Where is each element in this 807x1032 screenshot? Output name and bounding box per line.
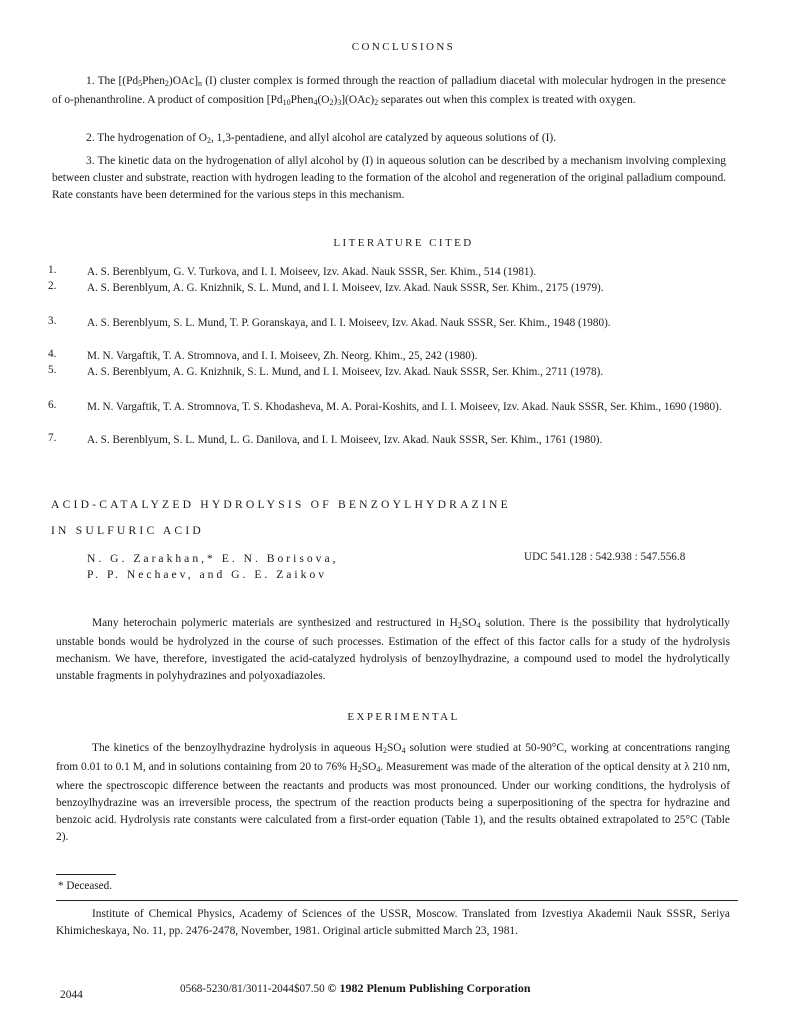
authors-line: P. P. Nechaev, and G. E. Zaikov <box>87 568 328 581</box>
experimental-heading: EXPERIMENTAL <box>347 711 460 723</box>
article-authors <box>87 551 339 583</box>
conclusion-number: 1. <box>86 75 95 87</box>
conclusions-heading: CONCLUSIONS <box>351 41 456 53</box>
conclusion-number: 2. <box>86 132 95 144</box>
article-title-line-2: IN SULFURIC ACID <box>51 524 204 537</box>
page-number: 2044 <box>60 989 83 1001</box>
copyright: © 1982 Plenum Publishing Corporation <box>327 981 531 995</box>
literature-heading: LITERATURE CITED <box>333 237 474 249</box>
issn-code: 0568-5230/81/3011-2044$07.50 <box>180 983 325 995</box>
experimental-paragraph: The kinetics of the benzoylhydrazine hydrolysis in aqueous $H_2SO_4$ solution were studied at 50-90°C, working at concentrations ranging from 0.01 to 0.1 M, and in solutions containing from 20 to 76% $H_2SO_4$. Measurement was made of the alteration of the optical density at λ 210 nm, where the spectroscopic difference between the reactants and products was most pronounced. Under our working conditions, the hydrolysis of benzoylhydrazine was an irreversible process, the spectrum of the reaction products being a superpositioning of the spectra for hydrazine and benzoic acid. Hydrolysis rate constants were calculated from a first-order equation (Table 1), and the results obtained extrapolated to 25°C (Table 2). <box>56 742 730 843</box>
conclusion-number: 3. <box>86 155 95 167</box>
footnote: * Deceased. <box>58 880 113 892</box>
conclusion-item-3: 3. The kinetic data on the hydrogenation of allyl alcohol by (I) in aqueous solution can be described by a mechanism involving complexing between cluster and substrate, reaction with hydrogen leading to the formation of the alcohol and regeneration of the original palladium compound. Rate constants have been determined for the various steps in this mechanism. <box>52 155 726 201</box>
article-title-line-1: ACID-CATALYZED HYDROLYSIS OF BENZOYLHYDRAZINE <box>51 498 511 511</box>
institution-rule <box>56 900 738 901</box>
authors-line: N. G. Zarakhan,* E. N. Borisova, <box>87 552 339 565</box>
intro-paragraph: Many heterochain polymeric materials are synthesized and restructured in $H_2SO_4$ solution. There is the possibility that hydrolytically unstable bonds would be hydrolyzed in the course of such processes. Estimation of the effect of this factor calls for a study of the hydrolysis mechanism. We have, therefore, investigated the acid-catalyzed hydrolysis of benzoylhydrazine, a compound used to model the hydrolytically unstable fragments in polyhydrazines and polyoxadiazoles. <box>56 617 730 682</box>
udc-code: UDC 541.128 : 542.938 : 547.556.8 <box>524 551 686 563</box>
conclusion-item-2: 2. The hydrogenation of $O_2$, 1,3-pentadiene, and allyl alcohol are catalyzed by aqueous solutions of (I). <box>86 132 557 145</box>
footer-code <box>180 981 531 996</box>
reference-list: 1. A. S. Berenblyum, G. V. Turkova, and I. I. Moiseev, Izv. Akad. Nauk SSSR, Ser. Khim., 514 (1981). 2. A. S. Berenblyum, A. G. Knizhnik, S. L. Mund, and I. I. Moiseev, Izv. Akad. Nauk SSSR, Ser. Khim., 2175 (1979). 3. A. S. Berenblyum, S. L. Mund, T. P. Goranskaya, and I. I. Moiseev, Izv. Akad. Nauk SSSR, Ser. Khim., 1948 (1980). 4. M. N. Vargaftik, T. A. Stromnova, and I. I. Moiseev, Zh. Neorg. Khim., 25, 242 (1980). 5. A. S. Berenblyum, A. G. Knizhnik, S. L. Mund, and I. I. Moiseev, Izv. Akad. Nauk SSSR, Ser. Khim., 2711 (1978). 6. M. N. Vargaftik, T. A. Stromnova, T. S. Khodasheva, M. A. Porai-Koshits, and I. I. Moiseev, Izv. Akad. Nauk SSSR, Ser. Khim., 1690 (1980). 7. A. S. Berenblyum, S. L. Mund, L. G. Danilova, and I. I. Moiseev, Izv. Akad. Nauk SSSR, Ser. Khim., 1761 (1980). <box>48 264 722 446</box>
footnote-rule <box>56 874 116 875</box>
conclusion-item-1: 1. The $[(Pd_5Phen_2)OAc]_n$ (I) cluster complex is formed through the reaction of palladium diacetal with molecular hydrogen in the presence of o-phenanthroline. A product of composition $[Pd_{10}Phen_4(O_2)_3](OAc)_2$ separates out when this complex is treated with oxygen. <box>52 75 726 107</box>
institution-note: Institute of Chemical Physics, Academy of Sciences of the USSR, Moscow. Translated from Izvestiya Akademii Nauk SSSR, Seriya Khimicheskaya, No. 11, pp. 2476-2478, November, 1981. Original article submitted March 23, 1981. <box>56 908 730 937</box>
